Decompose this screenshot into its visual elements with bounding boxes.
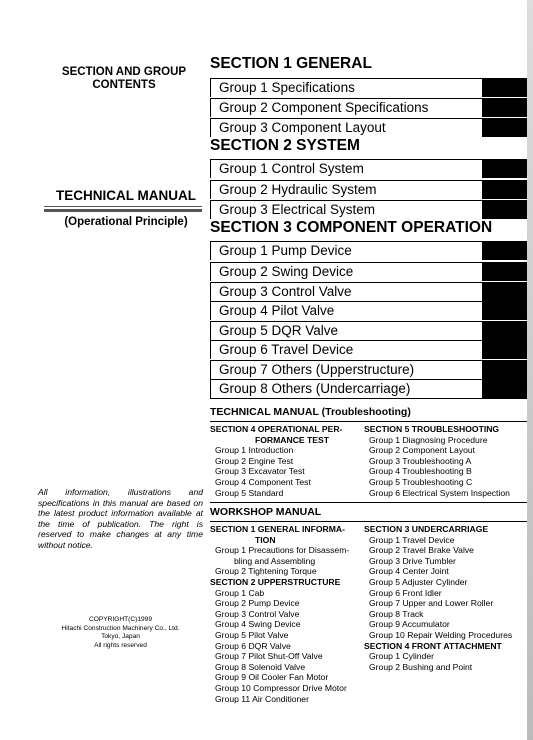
group-row[interactable]: Group 7 Others (Upperstructure) <box>210 360 528 379</box>
list-item[interactable]: Group 2 Tightening Torque <box>215 566 317 577</box>
manual-subtitle: (Operational Principle) <box>64 216 188 228</box>
section-3-title: SECTION 3 COMPONENT OPERATION <box>210 219 493 236</box>
troubleshooting-section-5: SECTION 5 TROUBLESHOOTING Group 1 Diagnosing Procedure Group 2 Component Layout Group 3 Troubleshooting A Group 4 Troubleshooting B Group 5 Troubleshooting C Group 6 Electrical System Inspection <box>364 424 528 498</box>
list-item[interactable]: Group 4 Troubleshooting B <box>369 466 472 477</box>
list-item[interactable]: Group 3 Drive Tumbler <box>369 555 456 566</box>
index-tab <box>482 119 528 137</box>
list-item[interactable]: Group 6 DQR Valve <box>215 640 291 651</box>
list-item[interactable]: Group 9 Oil Cooler Fan Motor <box>215 672 329 683</box>
list-item[interactable]: Group 8 Track <box>369 608 424 619</box>
list-item[interactable]: Group 5 Standard <box>215 487 284 498</box>
list-item[interactable]: Group 2 Component Layout <box>369 445 476 456</box>
list-item[interactable]: Group 5 Pilot Valve <box>215 629 289 640</box>
workshop-left-column: SECTION 1 GENERAL INFORMA- TION Group 1 Precautions for Disassem- bling and Assembling Group 2 Tightening Torque SECTION 2 UPPERSTRUCTURE Group 1 Cab Group 2 Pump Device Group 3 Control Valve Group 4 Swing Device Group 5 Pilot Valve Group 6 DQR Valve Group 7 Pilot Shut-Off Valve Group 8 Solenoid Valve Group 9 Oil Cooler Fan Motor Group 10 Compressor Drive Motor Group 11 Air Conditioner <box>210 524 362 704</box>
list-item[interactable]: Group 1 Precautions for Disassem- <box>215 545 350 556</box>
list-item[interactable]: Group 3 Control Valve <box>215 608 300 619</box>
list-item[interactable]: Group 11 Air Conditioner <box>215 693 309 704</box>
list-item[interactable]: Group 7 Pilot Shut-Off Valve <box>215 651 323 662</box>
group-row[interactable]: Group 1 Specifications <box>210 78 528 97</box>
troubleshooting-section-4: SECTION 4 OPERATIONAL PER- FORMANCE TEST Group 1 Introduction Group 2 Engine Test Group 3 Excavator Test Group 4 Component Test Group 5 Standard <box>210 424 362 498</box>
list-item[interactable]: Group 6 Front Idler <box>369 587 442 598</box>
list-item[interactable]: Group 10 Compressor Drive Motor <box>215 682 347 693</box>
group-row[interactable]: Group 6 Travel Device <box>210 340 528 359</box>
index-tab <box>482 79 528 97</box>
troubleshooting-bottom-rule <box>210 502 528 503</box>
index-tab <box>482 341 528 359</box>
divider-thick <box>44 209 202 212</box>
section-group-contents-heading: SECTION AND GROUP CONTENTS <box>61 66 187 91</box>
index-tab <box>482 181 528 199</box>
troubleshooting-rule <box>210 421 528 422</box>
workshop-rule <box>210 521 528 522</box>
group-row[interactable]: Group 4 Pilot Valve <box>210 301 528 320</box>
group-row[interactable]: Group 5 DQR Valve <box>210 321 528 340</box>
group-row[interactable]: Group 3 Control Valve <box>210 282 528 301</box>
group-row[interactable]: Group 8 Others (Undercarriage) <box>210 379 528 398</box>
group-row[interactable]: Group 3 Component Layout <box>210 118 528 137</box>
manual-title: TECHNICAL MANUAL <box>56 188 196 203</box>
list-item[interactable]: bling and Assembling <box>234 555 316 566</box>
list-item[interactable]: Group 1 Cylinder <box>369 651 434 662</box>
section-3-bottom-rule <box>210 398 528 399</box>
index-tab <box>482 361 528 379</box>
list-item[interactable]: Group 1 Introduction <box>215 445 294 456</box>
divider-thin <box>44 206 202 207</box>
list-item[interactable]: Group 1 Cab <box>215 587 265 598</box>
list-item[interactable]: Group 5 Adjuster Cylinder <box>369 576 468 587</box>
index-tab <box>482 242 528 260</box>
list-item[interactable]: Group 8 Solenoid Valve <box>215 661 306 672</box>
index-tab <box>482 201 528 219</box>
notice-text: All information, illustrations and specifications in this manual are based on the latest product information available at the time of publication. The right is reserved to make changes at any time without notice. <box>38 487 203 550</box>
group-row[interactable]: Group 1 Pump Device <box>210 241 528 260</box>
index-tab <box>482 160 528 178</box>
workshop-heading: WORKSHOP MANUAL <box>210 506 322 518</box>
list-item[interactable]: Group 2 Bushing and Point <box>369 661 473 672</box>
copyright-block: COPYRIGHT(C)1999 Hitachi Construction Machinery Co., Ltd. Tokyo, Japan All rights reserved <box>61 616 180 649</box>
list-item[interactable]: Group 2 Pump Device <box>215 598 300 609</box>
section-1-title: SECTION 1 GENERAL <box>210 55 372 72</box>
list-item[interactable]: Group 4 Center Joint <box>369 566 449 577</box>
troubleshooting-heading: TECHNICAL MANUAL (Troubleshooting) <box>210 406 411 418</box>
list-item[interactable]: Group 3 Excavator Test <box>215 466 305 477</box>
section-2-title: SECTION 2 SYSTEM <box>210 137 360 154</box>
group-row[interactable]: Group 2 Component Specifications <box>210 98 528 117</box>
workshop-right-column: SECTION 3 UNDERCARRIAGE Group 1 Travel Device Group 2 Travel Brake Valve Group 3 Drive Tumbler Group 4 Center Joint Group 5 Adjuster Cylinder Group 6 Front Idler Group 7 Upper and Lower Roller Group 8 Track Group 9 Accumulator Group 10 Repair Welding Procedures SECTION 4 FRONT ATTACHMENT Group 1 Cylinder Group 2 Bushing and Point <box>364 524 528 672</box>
list-item[interactable]: Group 4 Component Test <box>215 476 311 487</box>
index-tab <box>482 263 528 281</box>
list-item[interactable]: Group 1 Travel Device <box>369 534 455 545</box>
list-item[interactable]: Group 4 Swing Device <box>215 619 301 630</box>
index-tab <box>482 322 528 340</box>
index-tab <box>482 99 528 117</box>
list-item[interactable]: Group 2 Engine Test <box>215 455 294 466</box>
list-item[interactable]: Group 6 Electrical System Inspection <box>369 487 510 498</box>
index-tab <box>482 380 528 398</box>
list-item[interactable]: Group 2 Travel Brake Valve <box>369 545 474 556</box>
group-row[interactable]: Group 2 Hydraulic System <box>210 180 528 199</box>
list-item[interactable]: Group 3 Troubleshooting A <box>369 455 472 466</box>
group-row[interactable]: Group 3 Electrical System <box>210 200 528 219</box>
list-item[interactable]: Group 5 Troubleshooting C <box>369 476 473 487</box>
group-row[interactable]: Group 1 Control System <box>210 159 528 178</box>
list-item[interactable]: Group 1 Diagnosing Procedure <box>369 434 488 445</box>
list-item[interactable]: Group 9 Accumulator <box>369 619 450 630</box>
index-tab <box>482 302 528 320</box>
group-row[interactable]: Group 2 Swing Device <box>210 262 528 281</box>
page-edge-shadow <box>527 0 533 740</box>
list-item[interactable]: Group 10 Repair Welding Procedures <box>369 629 513 640</box>
list-item[interactable]: Group 7 Upper and Lower Roller <box>369 598 494 609</box>
index-tab <box>482 283 528 301</box>
